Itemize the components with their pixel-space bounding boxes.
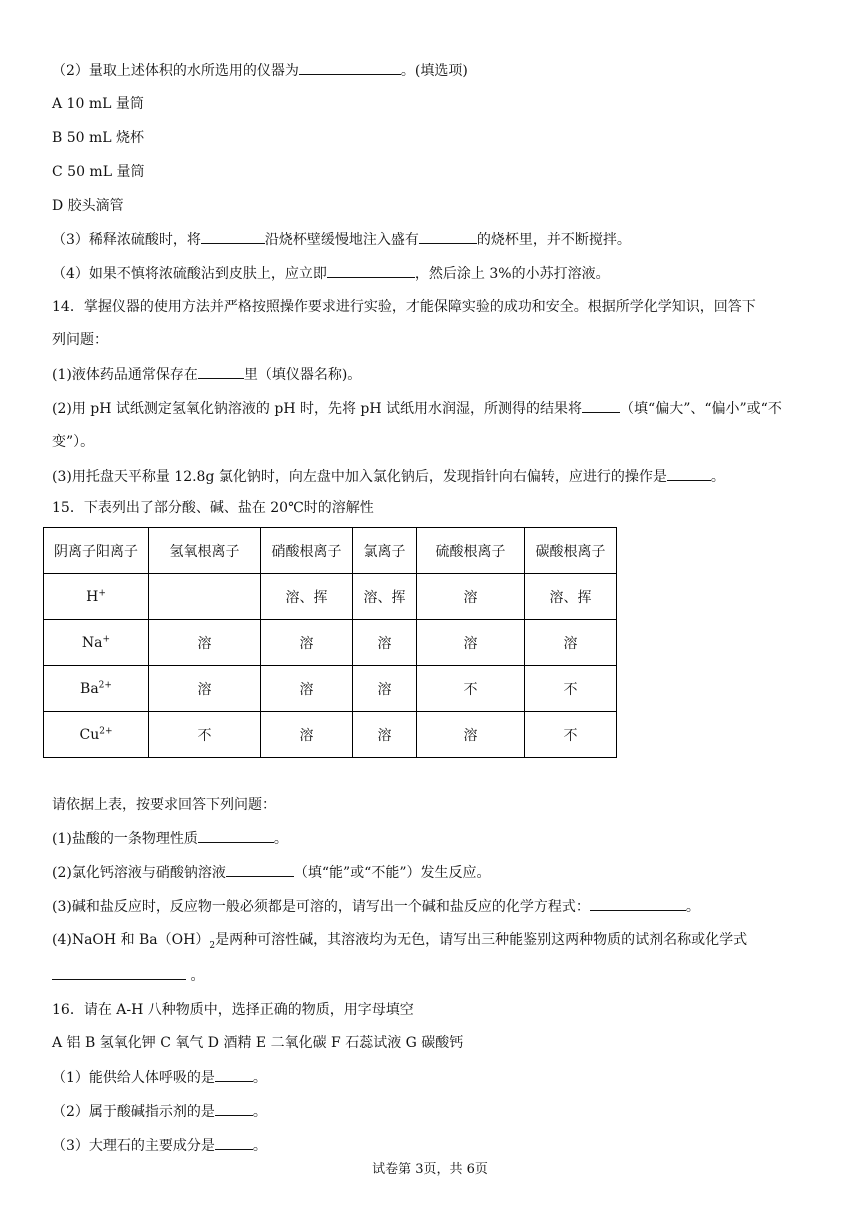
table-cell: 溶 (353, 666, 417, 712)
table-cell: 溶 (353, 712, 417, 758)
column-header: 氢氧根离子 (149, 528, 261, 574)
q16-part3 (52, 1135, 267, 1156)
answer-blank[interactable] (215, 1135, 253, 1150)
table-cell: 溶 (149, 666, 261, 712)
table-cell: 溶 (525, 620, 617, 666)
answer-blank[interactable] (667, 466, 711, 481)
q14-part2 (52, 398, 782, 419)
answer-blank[interactable] (299, 60, 401, 75)
table-row (44, 666, 617, 712)
table-row (44, 574, 617, 620)
answer-blank[interactable] (201, 229, 265, 244)
table-cell: 不 (525, 712, 617, 758)
table-cell: 不 (417, 666, 525, 712)
answer-blank[interactable] (215, 1067, 253, 1082)
table-cell (149, 574, 261, 620)
q13-sub3-b: 沿烧杯壁缓慢地注入盛有 (264, 232, 419, 248)
q16-part1-b: 。 (252, 1070, 267, 1086)
q14-stem-line2: 列问题： (52, 332, 108, 348)
solubility-table (43, 527, 617, 758)
q14-part3 (52, 466, 725, 487)
page-footer: 试卷第 3页，共 6页 (372, 1162, 488, 1177)
q15-part4-a: (4)NaOH 和 Ba（OH） (52, 932, 210, 948)
table-cell: 不 (525, 666, 617, 712)
q13-sub3-c: 的烧杯里，并不断搅拌。 (476, 232, 631, 248)
q15-intro: 请依据上表，按要求回答下列问题： (52, 797, 276, 813)
q13-sub4 (52, 263, 610, 284)
answer-blank[interactable] (590, 896, 686, 911)
q14-part1 (52, 364, 361, 385)
answer-blank[interactable] (226, 862, 294, 877)
q15-part4-end: 。 (190, 968, 205, 984)
q14-part1-b: 里（填仪器名称)。 (243, 367, 362, 383)
q16-part3-a: （3）大理石的主要成分是 (52, 1138, 215, 1154)
q14-part2-a: (2)用 pH 试纸测定氢氧化钠溶液的 pH 时，先将 pH 试纸用水润湿，所测得的结果将 (52, 401, 583, 417)
q16-part1-a: （1）能供给人体呼吸的是 (52, 1070, 215, 1086)
q13-option-d: D 胶头滴管 (52, 198, 124, 214)
q15-part4-answer (52, 965, 204, 986)
cation-label: Na+ (44, 620, 149, 666)
column-header: 氯离子 (353, 528, 417, 574)
q15-part1-b: 。 (273, 831, 288, 847)
q15-part4-subscript: 2 (209, 940, 216, 951)
q16-part2 (52, 1101, 267, 1122)
q15-part2-a: (2)氯化钙溶液与硝酸钠溶液 (52, 865, 226, 881)
q13-option-a: A 10 mL 量筒 (52, 96, 144, 112)
q13-sub3 (52, 229, 631, 250)
q15-part3 (52, 896, 700, 917)
q16-part3-b: 。 (252, 1138, 267, 1154)
table-cell: 溶 (417, 574, 525, 620)
q15-part4-b: 是两种可溶性碱，其溶液均为无色，请写出三种能鉴别这两种物质的试剂名称或化学式 (215, 932, 748, 948)
table-cell: 溶、挥 (525, 574, 617, 620)
q15-part1-a: (1)盐酸的一条物理性质 (52, 831, 198, 847)
table-cell: 溶、挥 (261, 574, 353, 620)
q14-part1-a: (1)液体药品通常保存在 (52, 367, 198, 383)
answer-blank[interactable] (198, 828, 274, 843)
q16-part2-a: （2）属于酸碱指示剂的是 (52, 1104, 215, 1120)
column-header: 硝酸根离子 (261, 528, 353, 574)
column-header: 硫酸根离子 (417, 528, 525, 574)
answer-blank[interactable] (198, 364, 244, 379)
q15-part2 (52, 862, 490, 883)
q15-part1 (52, 828, 288, 849)
answer-blank[interactable] (327, 263, 415, 278)
table-cell: 溶 (417, 620, 525, 666)
table-row (44, 712, 617, 758)
q15-part3-b: 。 (685, 899, 700, 915)
q13-option-c: C 50 mL 量筒 (52, 164, 145, 180)
q14-part2-cont: 变”）。 (52, 434, 95, 450)
q15-part2-b: （填“能”或“不能”）发生反应。 (293, 865, 491, 881)
cation-label: $Ba^{2+}$ (44, 666, 149, 712)
q15-part4 (52, 930, 747, 950)
q14-part3-a: (3)用托盘天平称量 12.8g 氯化钠时，向左盘中加入氯化钠后，发现指针向右偏转，应进行的操作是 (52, 469, 667, 485)
table-cell: 溶 (417, 712, 525, 758)
q13-sub4-b: ，然后涂上 3%的小苏打溶液。 (414, 266, 610, 282)
q13-option-b: B 50 mL 烧杯 (52, 130, 145, 146)
cation-label: $Cu^{2+}$ (44, 712, 149, 758)
q15-stem: 15．下表列出了部分酸、碱、盐在 20℃时的溶解性 (52, 500, 374, 516)
q16-part1 (52, 1067, 267, 1088)
q16-stem: 16．请在 A-H 八种物质中，选择正确的物质，用字母填空 (52, 1002, 414, 1018)
q14-stem-line1: 14．掌握仪器的使用方法并严格按照操作要求进行实验，才能保障实验的成功和安全。根据所学化学知识，回答下 (52, 299, 756, 315)
column-header: 碳酸根离子 (525, 528, 617, 574)
table-corner-header: 阴离子阳离子 (44, 528, 149, 574)
table-cell: 溶 (261, 712, 353, 758)
answer-blank[interactable] (582, 398, 620, 413)
table-cell: 溶 (261, 620, 353, 666)
answer-blank[interactable] (215, 1101, 253, 1116)
table-cell: 溶 (149, 620, 261, 666)
table-cell: 溶、挥 (353, 574, 417, 620)
answer-blank[interactable] (52, 965, 186, 980)
q16-options: A 铝 B 氢氧化钾 C 氧气 D 酒精 E 二氧化碳 F 石蕊试液 G 碳酸钙 (52, 1035, 464, 1051)
cation-label: H+ (44, 574, 149, 620)
table-cell: 溶 (261, 666, 353, 712)
answer-blank[interactable] (419, 229, 477, 244)
q13-sub3-a: （3）稀释浓硫酸时，将 (52, 232, 201, 248)
table-cell: 不 (149, 712, 261, 758)
q14-part3-b: 。 (710, 469, 725, 485)
q14-part2-b: （填“偏大”、“偏小”或“不 (620, 401, 782, 417)
table-header-row (44, 528, 617, 574)
table-cell: 溶 (353, 620, 417, 666)
q15-part3-a: (3)碱和盐反应时，反应物一般必须都是可溶的，请写出一个碱和盐反应的化学方程式： (52, 899, 590, 915)
q13-sub2 (52, 60, 468, 81)
q13-sub2-text: （2）量取上述体积的水所选用的仪器为 (52, 63, 299, 79)
q13-sub2-tail: 。(填选项) (400, 63, 468, 79)
q13-sub4-a: （4）如果不慎将浓硫酸沾到皮肤上，应立即 (52, 266, 327, 282)
table-row (44, 620, 617, 666)
q16-part2-b: 。 (252, 1104, 267, 1120)
